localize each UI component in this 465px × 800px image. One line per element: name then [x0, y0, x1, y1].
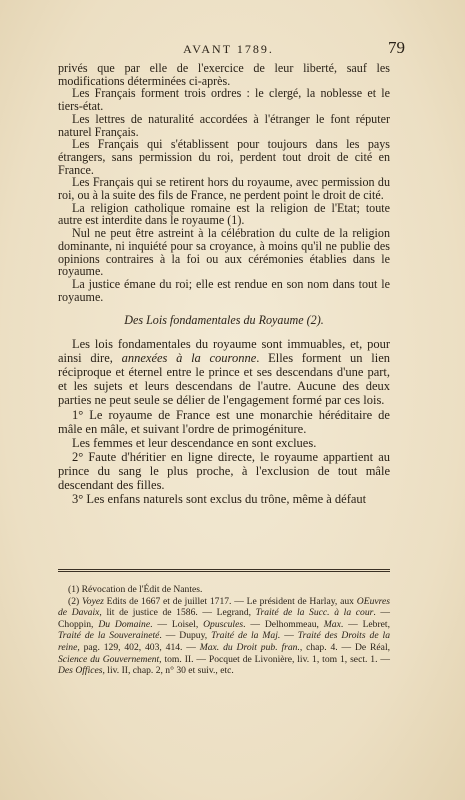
text-run: , lit de justice de 1586. — Legrand, — [99, 607, 256, 619]
footnotes — [58, 584, 390, 677]
section-body — [58, 337, 390, 506]
text-run: , chap. 4. — De Réal, — [299, 641, 391, 653]
italic-phrase: OEuvres de Davaix — [58, 595, 390, 619]
page-header — [52, 38, 405, 62]
text-run: . — Loisel, — [150, 618, 204, 630]
italic-phrase: Max — [323, 618, 341, 630]
text-run: . Elles forment un lien réciproque et éternel entre le prince et ses descendans d'une part, et les sujets et leurs descendans de l'autre. Aucune des deux parties ne peut seule se délier de l'engagement formé par ces lois. — [58, 351, 391, 408]
paragraph: Les lettres de naturalité accordées à l'étranger le font réputer naturel Français. — [58, 111, 390, 139]
italic-phrase: Des Offices — [58, 665, 103, 677]
text-run: (2) — [68, 595, 82, 607]
page-number: 79 — [388, 38, 405, 57]
italic-phrase: Science du Gouvernement — [58, 653, 160, 665]
italic-phrase: Traité de la Souveraineté — [58, 630, 160, 642]
paragraph: 1° Le royaume de France est une monarchie héréditaire de mâle en mâle, et suivant l'ordre de primogéniture. — [58, 407, 390, 436]
paragraph: 2° Faute d'héritier en ligne directe, le royaume appartient au prince du sang le plus proche, à l'exclusion de tout mâle descendant des filles. — [58, 449, 390, 492]
text-run: . — Choppin, — [58, 607, 390, 630]
italic-phrase: annexées à la couronne — [121, 351, 257, 366]
italic-phrase: Traité des Droits de la reine — [58, 630, 390, 653]
text-run: , tom. II. — Pocquet de Livonière, liv. 1, tom 1, sect. 1. — — [159, 653, 390, 665]
footnote-rule — [58, 569, 390, 572]
paragraph — [58, 337, 390, 407]
text-run: , liv. II, chap. 2, n° 30 et suiv., etc. — [102, 665, 234, 677]
paragraph: Les Français qui se retirent hors du royaume, avec permission du roi, ou à la suite des fils de France, ne perdent point le droit de cité. — [58, 175, 390, 203]
section-heading: Des Lois fondamentales du Royaume (2). — [124, 313, 324, 328]
footnote: (1) Révocation de l'Édit de Nantes. — [68, 584, 203, 595]
italic-phrase: Opuscules — [203, 618, 244, 630]
italic-phrase: Traité de la Maj. — [211, 630, 281, 642]
main-text — [58, 62, 390, 506]
running-title: AVANT 1789. — [183, 42, 274, 56]
paragraph: Les femmes et leur descendance en sont exclues. — [72, 435, 317, 450]
text-run: . — Dupuy, — [159, 630, 212, 642]
paragraph: La justice émane du roi; elle est rendue en son nom dans tout le royaume. — [58, 276, 390, 304]
italic-phrase: Du Domaine — [98, 618, 151, 630]
footnote — [58, 596, 390, 677]
italic-phrase: Traité de la Succ. à la cour — [255, 607, 374, 619]
paragraph: La religion catholique romaine est la religion de l'Etat; toute autre est interdite dans le royaume (1). — [58, 200, 390, 228]
paragraph: Nul ne peut être astreint à la célébration du culte de la religion dominante, ni inquiété pour sa croyance, à moins qu'il ne publie des opinions contraires à la foi ou aux cérémonies établies dans le royaume. — [58, 226, 390, 279]
text-run: . — Lebret, — [340, 618, 390, 630]
italic-phrase: Voyez — [82, 595, 104, 607]
text-run: — — [280, 630, 298, 642]
italic-phrase: Max. du Droit pub. fran. — [199, 641, 300, 653]
paragraph: 3° Les enfans naturels sont exclus du trône, même à défaut — [72, 492, 367, 507]
text-run: . — Delhommeau, — [243, 618, 324, 630]
paragraph: Les Français qui s'établissent pour toujours dans les pays étrangers, sans permission du roi, perdent tout droit de cité en France. — [58, 137, 390, 177]
text-run: Les lois fondamentales du royaume sont immuables, et, pour ainsi dire, — [58, 337, 390, 366]
paragraph: Les Français forment trois ordres : le clergé, la noblesse et le tiers-état. — [58, 86, 390, 114]
text-run: , pag. 129, 402, 403, 414. — — [77, 641, 200, 653]
text-run: Edits de 1667 et de juillet 1717. — Le président de Harlay, aux — [103, 595, 357, 607]
paragraph: privés que par elle de l'exercice de leur liberté, sauf les modifications déterminées ci-après. — [58, 61, 390, 88]
